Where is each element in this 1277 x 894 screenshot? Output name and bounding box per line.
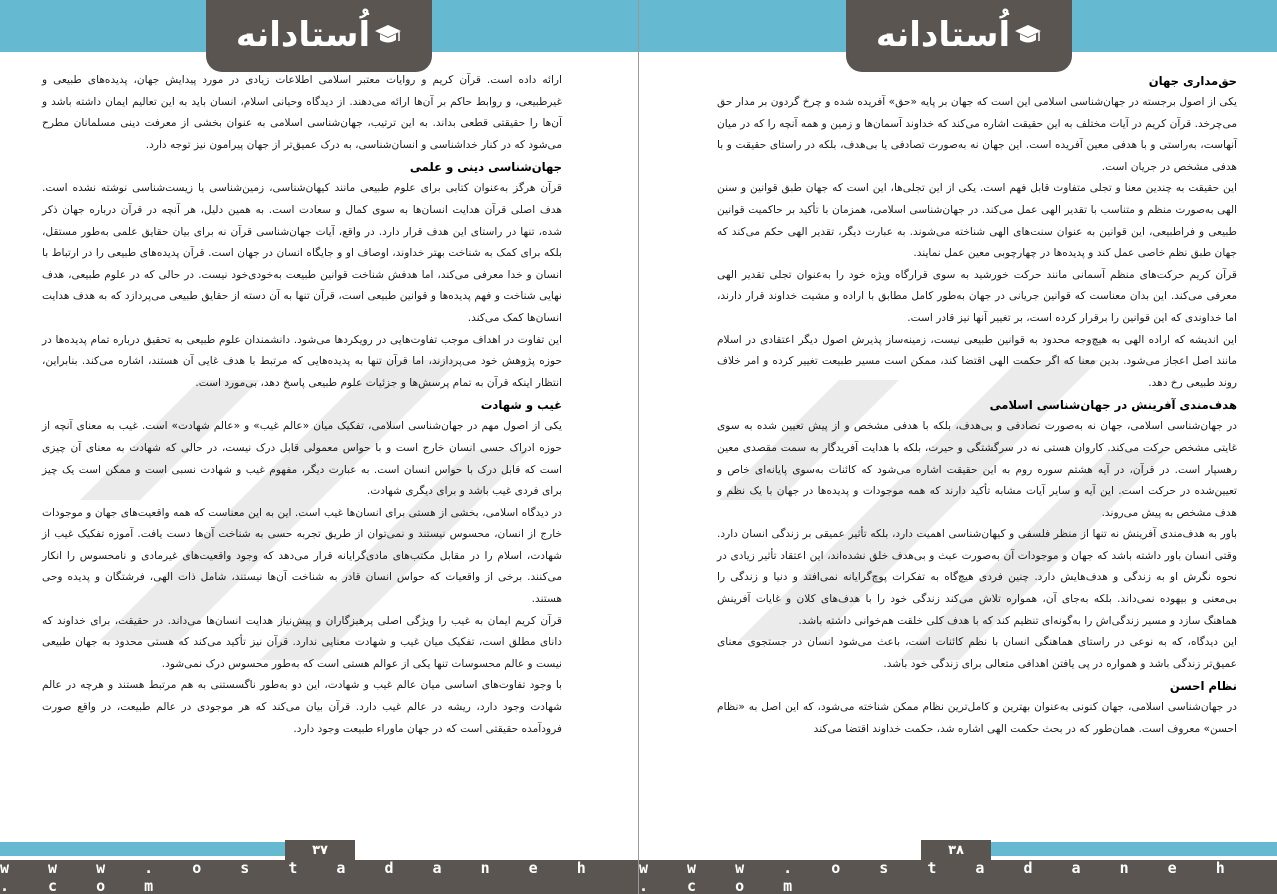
paragraph: در دیدگاه اسلامی، بخشی از هستی برای انسان‌ها غیب است. این به این معناست که همه واقعیت‌های جهان و موجودات خارج از انسان، محسوس نیستند و نمی‌توان از طریق تجربه حسی به شناخت آن‌ها دست یافت. آموزه تفکیک غیب از شهادت، اسلام را در مقابل مکتب‌های مادی‌گرایانه قرار می‌دهد که وجود واقعیت‌های غیرمادی و نامحسوس را انکار می‌کنند. برخی از واقعیات که حواس انسان قادر به شناخت آن‌ها نیستند، شامل ذات الهی، فرشتگان و پدیده وحی هستند. xyxy=(42,506,562,606)
left-page-text xyxy=(42,70,562,740)
paragraph: این اندیشه که اراده الهی به هیچ‌وجه محدود به قوانین طبیعی نیست، زمینه‌ساز پذیرش اصول دیگر اعتقادی در اسلام مانند اصل اعجاز می‌شود. بدین معنا که اگر حکمت الهی اقتضا کند، ممکن است مسیر طبیعت تغییر کرده و امر خلاف روند طبیعی رخ دهد. xyxy=(717,333,1237,389)
paragraph: قرآن کریم حرکت‌های منظم آسمانی مانند حرکت خورشید به سوی قرارگاه ویژه خود را به‌عنوان تجلی تقدیر الهی معرفی می‌کند. این بدان معناست که قوانین جریانی در جهان به‌طور کامل مطابق با اراده و مشیت خداوند قرار دارند، اما خداوندی که این قوانین را برقرار کرده است، بر تغییر آنها نیز قادر است. xyxy=(717,268,1237,324)
graduation-cap-icon xyxy=(1014,23,1042,47)
paragraph: در جهان‌شناسی اسلامی، جهان نه به‌صورت تصادفی و بی‌هدف، بلکه با هدفی مشخص و از پیش تعیین شده به سوی غایتی مشخص حرکت می‌کند. کاروان هستی نه در سرگشتگی و حیرت، بلکه با هدایت آفریدگار به سمت مقصدی معین رهسپار است. در قرآن، در آیه هشتم سوره روم به این حقیقت اشاره می‌شود که کائنات به‌سوی پایانه‌ای خاص و تعیین‌شده در حرکت است. این آیه و سایر آیات مشابه تأکید دارند که همه موجودات و پدیده‌ها در جهان با یک نظم و هدف مشخص به پیش می‌روند. xyxy=(717,420,1237,519)
logo-tab xyxy=(846,0,1072,72)
paragraph: یکی از اصول مهم در جهان‌شناسی اسلامی، تفکیک میان «عالم غیب» و «عالم شهادت» است. غیب به معنای آنچه از حوزه ادراک حسی انسان خارج است و با حواس معمولی قابل درک نیست، در حالی که شهادت به معنای آن چیزی است که قابل درک با حواس انسان است. به عبارت دیگر، مفهوم غیب و شهادت نسبی است و ممکن است یک چیز برای فردی غیب باشد و برای دیگری شهادت. xyxy=(42,420,562,498)
logo-text: اُستادانه xyxy=(235,15,371,55)
left-page xyxy=(0,0,638,894)
paragraph: باور به هدف‌مندی آفرینش نه تنها از منظر فلسفی و کیهان‌شناسی اهمیت دارد، بلکه تأثیر عمیقی بر زندگی انسان دارد. وقتی انسان باور داشته باشد که جهان و موجودات آن به‌صورت عبث و بی‌هدف خلق نشده‌اند، این اعتقاد تأثیر زیادی در نحوه نگرش او به زندگی و هدف‌هایش دارد. چنین فردی هیچ‌گاه به تفکرات پوچ‌گرایانه نمی‌افتد و دنیا و زندگی را بی‌معنی و بیهوده نمی‌داند. بلکه به‌جای آن، همواره تلاش می‌کند زندگی خود را با هدف‌های کلان و غایات آفرینش هماهنگ سازد و مسیر زندگی‌اش را به‌گونه‌ای تنظیم کند که با هدف کلی خلقت هم‌خوانی داشته باشد. xyxy=(717,528,1237,627)
paragraph: با وجود تفاوت‌های اساسی میان عالم غیب و شهادت، این دو به‌طور ناگسستنی به هم مرتبط هستند و هرچه در عالم شهادت وجود دارد، ریشه در عالم غیب دارد. قرآن بیان می‌کند که هر موجودی در عالم طبیعت، در واقع صورت فرودآمده حقیقتی است که در جهان ماوراء طبیعت وجود دارد. xyxy=(42,679,562,735)
page-number: ۳۷ xyxy=(285,840,355,860)
logo-tab xyxy=(206,0,432,72)
paragraph: این حقیقت به چندین معنا و تجلی متفاوت قابل فهم است. یکی از این تجلی‌ها، این است که جهان طبق قوانین و سنن الهی به‌صورت منظم و متناسب با تقدیر الهی عمل می‌کند. در جهان‌شناسی اسلامی، همزمان با تأکید بر حاکمیت قوانین طبیعی و فراطبیعی، این قوانین به عنوان سنت‌های الهی شناخته می‌شوند. به عبارت دیگر، تقدیر الهی حکم می‌کند که جهان طبق نظم خاصی عمل کند و پدیده‌ها در چهارچوبی معین عمل نمایند. xyxy=(717,182,1237,260)
paragraph: این دیدگاه، که به نوعی در راستای هماهنگی انسان با نظم کائنات است، باعث می‌شود انسان در جستجوی معنای عمیق‌تر زندگی باشد و همواره در پی یافتن اهدافی متعالی برای زندگی خود باشد. xyxy=(717,636,1237,670)
right-page-text xyxy=(717,70,1237,741)
logo-text: اُستادانه xyxy=(875,15,1011,55)
paragraph: این تفاوت در اهداف موجب تفاوت‌هایی در رویکردها می‌شود. دانشمندان علوم طبیعی به تحقیق درباره تمام پدیده‌ها در حوزه پژوهش خود می‌پردازند، اما قرآن تنها به پدیده‌هایی که مرتبط با هدف غایی آن هستند، اشاره می‌کند. بنابراین، انتظار اینکه قرآن به تمام پرسش‌ها و جزئیات علوم طبیعی پاسخ دهد، بی‌مورد است. xyxy=(42,333,562,389)
website-url: w w w . o s t a d a n e h . c o m xyxy=(0,860,638,894)
right-page xyxy=(639,0,1277,894)
section-heading: هدف‌مندی آفرینش در جهان‌شناسی اسلامی xyxy=(989,398,1237,413)
footer-strip xyxy=(987,842,1277,856)
graduation-cap-icon xyxy=(374,23,402,47)
paragraph: قرآن کریم ایمان به غیب را ویژگی اصلی پرهیزگاران و پیش‌نیاز هدایت انسان‌ها می‌داند. در حقیقت، برای خداوند که دانای مطلق است، تفکیک میان غیب و شهادت معنایی ندارد. قرآن نیز تأکید می‌کند که هستی محدود به جهان طبیعی نیست و عالم محسوسات تنها یکی از عوالم هستی است که به‌طور محسوس درک نمی‌شود. xyxy=(42,614,562,670)
footer-strip xyxy=(0,842,290,856)
paragraph: قرآن هرگز به‌عنوان کتابی برای علوم طبیعی مانند کیهان‌شناسی، زمین‌شناسی یا زیست‌شناسی نوشته نشده است. هدف اصلی قرآن هدایت انسان‌ها به سوی کمال و سعادت است. به همین دلیل، هر آنچه در قرآن درباره جهان ذکر شده، تنها در راستای این هدف قرار دارد. در واقع، آیات جهان‌شناسی قرآن نه برای بیان حقایق علمی به‌طور مستقل، بلکه برای کمک به شناخت بهتر خداوند، اوصاف او و جایگاه انسان در جهان است. قرآن پدیده‌های طبیعی را در ارتباط با انسان و خدا معرفی می‌کند، اما هدفش شناخت قوانین طبیعت به‌خودی‌خود نیست. در حالی که در علوم طبیعی، هدف نهایی شناخت و فهم پدیده‌ها و قوانین طبیعی است، قرآن تنها به آن دسته از حقایق طبیعی می‌پردازد که به هدف هدایت انسان‌ها کمک می‌کند. xyxy=(42,182,562,324)
paragraph: ارائه داده است. قرآن کریم و روایات معتبر اسلامی اطلاعات زیادی در مورد پیدایش جهان، پدیده‌های طبیعی و غیرطبیعی، و روابط حاکم بر آن‌ها ارائه می‌دهند. از دیدگاه وحیانی اسلام، انسان باید به این تعالیم ایمان داشته باشد و آن‌ها را حقیقتی قطعی بداند. به این ترتیب، جهان‌شناسی اسلامی به عنوان بخشی از معرفت دینی مسلمانان مطرح می‌شود که در کنار خداشناسی و انسان‌شناسی، به درک عمیق‌تر از جهان پیرامون نیز توجه دارد. xyxy=(42,74,562,151)
section-heading: غیب و شهادت xyxy=(480,398,562,413)
section-heading: جهان‌شناسی دینی و علمی xyxy=(409,160,562,175)
page-number: ۳۸ xyxy=(921,840,991,860)
website-url: w w w . o s t a d a n e h . c o m xyxy=(639,860,1277,894)
brand-logo xyxy=(846,8,1072,62)
paragraph: در جهان‌شناسی اسلامی، جهان کنونی به‌عنوان بهترین و کامل‌ترین نظام ممکن شناخته می‌شود، که این اصل به «نظام احسن» معروف است. همان‌طور که در بحث حکمت الهی اشاره شد، حکمت خداوند اقتضا می‌کند xyxy=(717,701,1237,736)
brand-logo xyxy=(206,8,432,62)
paragraph: یکی از اصول برجسته در جهان‌شناسی اسلامی این است که جهان بر پایه «حق» آفریده شده و چرخ گردون بر مدار حق می‌چرخد. قرآن کریم در آیات مختلف به این حقیقت اشاره می‌کند که خداوند آسمان‌ها و زمین و همه آنچه را که در میان آنهاست، به‌راستی و با هدفی معین آفریده است. این جهان نه به‌صورت تصادفی یا بی‌هدف، بلکه در راستای حقیقت و با هدفی مشخص در جریان است. xyxy=(717,96,1237,173)
section-heading: حق‌مداری جهان xyxy=(1148,74,1237,88)
section-heading: نظام احسن xyxy=(1169,679,1237,694)
